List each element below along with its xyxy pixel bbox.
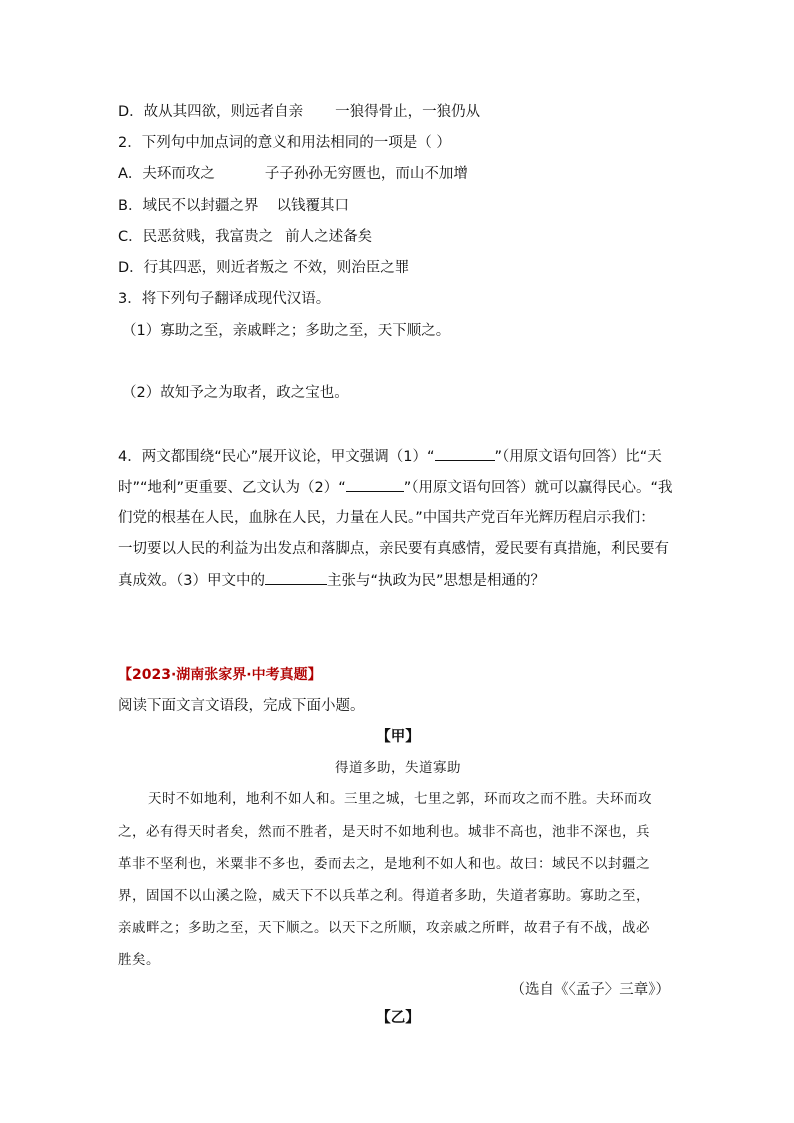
option-c-right: 前人之述备矣	[285, 229, 373, 245]
q4-line5-text-a: 真成效。（3）甲文中的	[118, 573, 265, 589]
section-yi-label: 【乙】	[376, 1010, 420, 1026]
question-4-line-4: 一切要以人民的利益为出发点和落脚点，亲民要有真感情，爱民要有真措施，利民要有	[118, 541, 669, 557]
q4-line5-text-b: 主张与“执政为民”思想是相通的？	[326, 573, 546, 589]
option-d-q1	[118, 102, 480, 122]
option-c-q2	[118, 227, 372, 247]
section-jia-label: 【甲】	[376, 729, 420, 745]
option-d-q1-left: D．故从其四欲，则远者自亲	[118, 104, 304, 120]
option-a-q2	[118, 164, 468, 184]
option-c-left: C．民恶贫贱，我富贵之	[118, 229, 274, 245]
source-tag: 【2023·湖南张家界·中考真题】	[118, 667, 322, 683]
option-b-right: 以钱覆其口	[276, 198, 349, 214]
question-4-line-3: 们党的根基在人民，血脉在人民，力量在人民。”中国共产党百年光辉历程启示我们：	[118, 510, 655, 526]
passage-line-2: 之，必有得天时者矣，然而不胜者，是天时不如地利也。城非不高也，池非不深也，兵	[118, 824, 650, 840]
option-b-q2	[118, 196, 349, 216]
passage-line-3: 革非不坚利也，米粟非不多也，委而去之，是地利不如人和也。故曰：域民不以封疆之	[118, 856, 650, 872]
option-d-q2: D．行其四恶，则近者叛之 不效，则治臣之罪	[118, 260, 410, 276]
option-b-left: B．域民不以封疆之界	[118, 198, 259, 214]
passage-title: 得道多助，失道寡助	[335, 760, 461, 776]
citation: （选自《〈孟子〉三章》）	[510, 982, 670, 998]
question-4-line-2	[118, 477, 673, 498]
passage-line-1: 天时不如地利，地利不如人和。三里之城，七里之郭，环而攻之而不胜。夫环而攻	[148, 791, 652, 807]
question-4-line-5	[118, 570, 545, 591]
q4-line1-text-a: 4．两文都围绕“民心”展开议论，甲文强调（1）“	[118, 449, 435, 465]
question-3-item-2: （2）故知予之为取者，政之宝也。	[122, 385, 349, 401]
passage-line-6: 胜矣。	[118, 952, 160, 968]
option-d-q1-right: 一狼得骨止，一狼仍从	[335, 104, 481, 120]
q4-line2-text-b: ”（用原文语句回答）就可以赢得民心。“我	[403, 480, 673, 496]
option-a-right: 子子孙孙无穷匮也，而山不加增	[264, 166, 468, 182]
question-3-item-1: （1）寡助之至，亲戚畔之；多助之至，天下顺之。	[122, 323, 451, 339]
question-2: 2．下列句中加点词的意义和用法相同的一项是（ ）	[118, 135, 451, 151]
answer-blank-2[interactable]	[346, 477, 404, 492]
answer-blank-1[interactable]	[435, 446, 495, 461]
q4-line2-text-a: 时”“地利”更重要、乙文认为（2）“	[118, 480, 346, 496]
question-3: 3．将下列句子翻译成现代汉语。	[118, 291, 331, 307]
q4-line1-text-b: ”（用原文语句回答）比“天	[494, 449, 662, 465]
passage-line-5: 亲戚畔之；多助之至，天下顺之。以天下之所顺，攻亲戚之所畔，故君子有不战，战必	[118, 920, 650, 936]
passage-line-4: 界，固国不以山溪之险，威天下不以兵革之利。得道者多助，失道者寡助。寡助之至，	[118, 888, 650, 904]
answer-blank-3[interactable]	[265, 570, 327, 585]
option-a-left: A．夫环而攻之	[118, 166, 215, 182]
question-4-line-1	[118, 446, 662, 467]
instruction: 阅读下面文言文语段，完成下面小题。	[118, 698, 365, 714]
